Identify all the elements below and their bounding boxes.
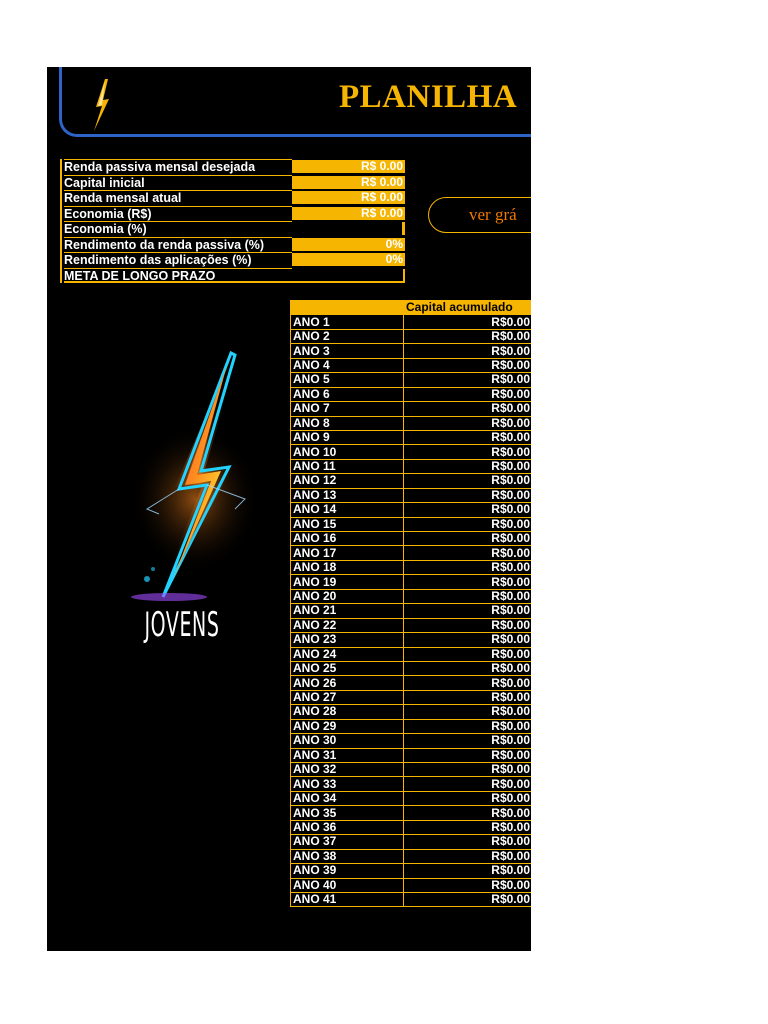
table-row	[291, 517, 532, 531]
table-row	[291, 892, 532, 906]
table-row	[291, 690, 532, 704]
year-cell[interactable]: ANO 34	[291, 791, 404, 805]
page-title: PLANILHA	[339, 79, 518, 115]
year-cell[interactable]: ANO 3	[291, 344, 404, 358]
param-row	[60, 221, 406, 237]
table-row	[291, 835, 532, 849]
param-value-cell[interactable]: 0%	[292, 253, 405, 266]
param-row	[60, 175, 406, 191]
param-label: Economia (R$)	[64, 206, 292, 222]
year-cell[interactable]: ANO 38	[291, 849, 404, 863]
year-cell[interactable]: ANO 30	[291, 734, 404, 748]
param-value-cell[interactable]	[292, 222, 405, 235]
param-row	[60, 252, 406, 268]
year-cell[interactable]: ANO 32	[291, 763, 404, 777]
param-row	[60, 268, 406, 284]
capital-cell[interactable]: R$0.00	[404, 835, 532, 849]
year-cell[interactable]: ANO 14	[291, 503, 404, 517]
year-cell[interactable]: ANO 5	[291, 373, 404, 387]
year-cell[interactable]: ANO 23	[291, 633, 404, 647]
year-cell[interactable]: ANO 41	[291, 892, 404, 906]
table-row	[291, 734, 532, 748]
table-row	[291, 575, 532, 589]
capital-cell[interactable]: R$0.00	[404, 734, 532, 748]
capital-cell[interactable]: R$0.00	[404, 488, 532, 502]
table-row	[291, 864, 532, 878]
capital-cell[interactable]: R$0.00	[404, 474, 532, 488]
year-cell[interactable]: ANO 12	[291, 474, 404, 488]
year-cell[interactable]: ANO 26	[291, 676, 404, 690]
param-label: Renda mensal atual	[64, 190, 292, 206]
table-row	[291, 705, 532, 719]
year-cell[interactable]: ANO 20	[291, 589, 404, 603]
year-cell[interactable]: ANO 19	[291, 575, 404, 589]
year-cell[interactable]: ANO 8	[291, 416, 404, 430]
header-year	[291, 301, 404, 315]
year-cell[interactable]: ANO 22	[291, 618, 404, 632]
year-cell[interactable]: ANO 21	[291, 604, 404, 618]
year-cell[interactable]: ANO 35	[291, 806, 404, 820]
capital-cell[interactable]: R$0.00	[404, 661, 532, 675]
year-cell[interactable]: ANO 11	[291, 459, 404, 473]
table-header-row	[291, 301, 532, 315]
table-row	[291, 661, 532, 675]
param-value-cell[interactable]	[292, 269, 405, 283]
table-row	[291, 546, 532, 560]
table-row	[291, 445, 532, 459]
table-row	[291, 763, 532, 777]
year-cell[interactable]: ANO 7	[291, 402, 404, 416]
table-row	[291, 315, 532, 329]
year-cell[interactable]: ANO 17	[291, 546, 404, 560]
year-cell[interactable]: ANO 40	[291, 878, 404, 892]
param-value-cell[interactable]: R$ 0.00	[292, 160, 405, 173]
table-row	[291, 488, 532, 502]
capital-cell[interactable]: R$0.00	[404, 892, 532, 906]
year-cell[interactable]: ANO 10	[291, 445, 404, 459]
capital-cell[interactable]: R$0.00	[404, 777, 532, 791]
table-row	[291, 402, 532, 416]
table-row	[291, 604, 532, 618]
capital-cell[interactable]: R$0.00	[404, 373, 532, 387]
table-row	[291, 459, 532, 473]
param-value-cell[interactable]: R$ 0.00	[292, 176, 405, 189]
capital-cell[interactable]: R$0.00	[404, 532, 532, 546]
param-value-cell[interactable]: R$ 0.00	[292, 207, 405, 220]
capital-cell[interactable]: R$0.00	[404, 459, 532, 473]
spreadsheet-canvas	[47, 67, 531, 951]
capital-cell[interactable]: R$0.00	[404, 604, 532, 618]
capital-cell[interactable]: R$0.00	[404, 748, 532, 762]
capital-cell[interactable]: R$0.00	[404, 358, 532, 372]
capital-cell[interactable]: R$0.00	[404, 315, 532, 329]
capital-cell[interactable]: R$0.00	[404, 329, 532, 343]
capital-cell[interactable]: R$0.00	[404, 633, 532, 647]
year-cell[interactable]: ANO 24	[291, 647, 404, 661]
table-row	[291, 430, 532, 444]
year-cell[interactable]: ANO 2	[291, 329, 404, 343]
table-row	[291, 618, 532, 632]
year-cell[interactable]: ANO 13	[291, 488, 404, 502]
view-chart-button[interactable]: ver grá	[428, 197, 531, 233]
year-cell[interactable]: ANO 33	[291, 777, 404, 791]
capital-cell[interactable]: R$0.00	[404, 791, 532, 805]
capital-cell[interactable]: R$0.00	[404, 416, 532, 430]
year-cell[interactable]: ANO 39	[291, 864, 404, 878]
capital-cell[interactable]: R$0.00	[404, 806, 532, 820]
year-cell[interactable]: ANO 37	[291, 835, 404, 849]
table-row	[291, 647, 532, 661]
capital-table	[290, 300, 531, 907]
capital-cell[interactable]: R$0.00	[404, 864, 532, 878]
table-row	[291, 474, 532, 488]
lightning-bolt-icon	[91, 79, 113, 131]
param-row	[60, 190, 406, 206]
capital-cell[interactable]: R$0.00	[404, 618, 532, 632]
capital-cell[interactable]: R$0.00	[404, 719, 532, 733]
param-label: META DE LONGO PRAZO	[64, 268, 292, 284]
table-row	[291, 329, 532, 343]
table-row	[291, 878, 532, 892]
table-row	[291, 358, 532, 372]
capital-cell[interactable]: R$0.00	[404, 705, 532, 719]
table-row	[291, 416, 532, 430]
capital-cell[interactable]: R$0.00	[404, 445, 532, 459]
table-row	[291, 503, 532, 517]
year-cell[interactable]: ANO 4	[291, 358, 404, 372]
year-cell[interactable]: ANO 6	[291, 387, 404, 401]
capital-cell[interactable]: R$0.00	[404, 546, 532, 560]
year-cell[interactable]: ANO 15	[291, 517, 404, 531]
year-cell[interactable]: ANO 27	[291, 690, 404, 704]
param-row	[60, 206, 406, 222]
param-label: Rendimento da renda passiva (%)	[64, 237, 292, 253]
year-cell[interactable]: ANO 1	[291, 315, 404, 329]
capital-cell[interactable]: R$0.00	[404, 820, 532, 834]
table-row	[291, 820, 532, 834]
table-row	[291, 777, 532, 791]
capital-cell[interactable]: R$0.00	[404, 517, 532, 531]
table-row	[291, 589, 532, 603]
table-row	[291, 532, 532, 546]
table-row	[291, 373, 532, 387]
capital-cell[interactable]: R$0.00	[404, 690, 532, 704]
logo-text: JOVENS	[144, 605, 220, 645]
table-row	[291, 560, 532, 574]
year-cell[interactable]: ANO 25	[291, 661, 404, 675]
year-cell[interactable]: ANO 9	[291, 430, 404, 444]
capital-cell[interactable]: R$0.00	[404, 676, 532, 690]
table-row	[291, 387, 532, 401]
table-row	[291, 791, 532, 805]
year-cell[interactable]: ANO 28	[291, 705, 404, 719]
capital-cell[interactable]: R$0.00	[404, 402, 532, 416]
year-cell[interactable]: ANO 16	[291, 532, 404, 546]
parameters-panel	[60, 159, 406, 283]
capital-cell[interactable]: R$0.00	[404, 589, 532, 603]
param-row	[60, 159, 406, 175]
table-row	[291, 719, 532, 733]
capital-cell[interactable]: R$0.00	[404, 878, 532, 892]
capital-cell[interactable]: R$0.00	[404, 647, 532, 661]
param-label: Renda passiva mensal desejada	[64, 159, 292, 175]
capital-cell[interactable]: R$0.00	[404, 344, 532, 358]
table-row	[291, 849, 532, 863]
capital-cell[interactable]: R$0.00	[404, 849, 532, 863]
capital-cell[interactable]: R$0.00	[404, 503, 532, 517]
year-cell[interactable]: ANO 36	[291, 820, 404, 834]
year-cell[interactable]: ANO 18	[291, 560, 404, 574]
param-label: Economia (%)	[64, 221, 292, 237]
table-row	[291, 806, 532, 820]
table-row	[291, 676, 532, 690]
param-value-cell[interactable]: 0%	[292, 238, 405, 251]
table-row	[291, 344, 532, 358]
param-label: Rendimento das aplicações (%)	[64, 252, 292, 268]
table-row	[291, 748, 532, 762]
capital-cell[interactable]: R$0.00	[404, 560, 532, 574]
table-row	[291, 633, 532, 647]
capital-cell[interactable]: R$0.00	[404, 575, 532, 589]
param-label: Capital inicial	[64, 175, 292, 191]
year-cell[interactable]: ANO 29	[291, 719, 404, 733]
param-value-cell[interactable]: R$ 0.00	[292, 191, 405, 204]
year-cell[interactable]: ANO 31	[291, 748, 404, 762]
capital-cell[interactable]: R$0.00	[404, 763, 532, 777]
capital-cell[interactable]: R$0.00	[404, 387, 532, 401]
capital-cell[interactable]: R$0.00	[404, 430, 532, 444]
param-row	[60, 237, 406, 253]
header-capital: Capital acumulado	[404, 301, 532, 315]
